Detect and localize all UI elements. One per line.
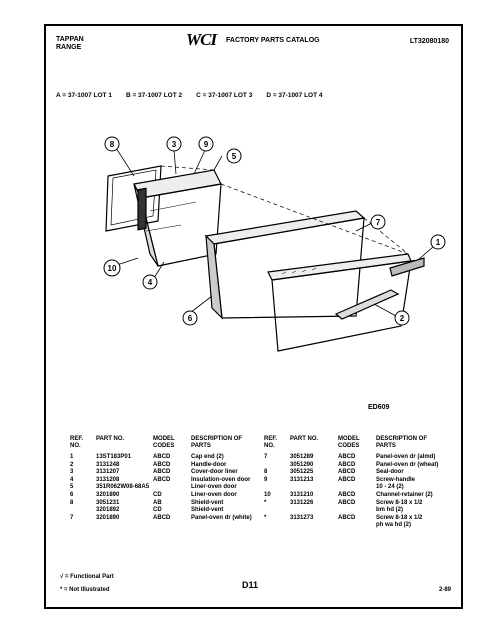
part-no-header: PART NO. [96,436,125,442]
ref-no-cell [262,507,288,515]
description-cell: Screw 8-18 x 1/2 [376,514,423,521]
description-cell: bm hd (2) [376,507,403,514]
ref-no-header: REF. NO. [264,436,278,449]
model-codes-cell [151,484,189,492]
catalog-number: LT32080180 [409,38,449,45]
page-number: D11 [242,580,259,590]
callout-7 [371,215,385,229]
model-codes-cell [336,522,374,530]
table-header-row [68,436,259,454]
description-cell: Insulation-oven door [191,476,251,483]
table-row [68,515,259,523]
ref-no-header: REF. NO. [70,436,84,449]
callout-3 [167,137,181,151]
svg-text:2: 2 [399,314,405,323]
part-no-cell: 3051289 [290,454,314,460]
part-no-cell: 3201890 [96,514,120,521]
brand-name: TAPPAN [56,36,84,43]
svg-text:6: 6 [187,314,193,323]
model-codes-cell: ABCD [338,461,356,468]
part-no-cell: 3131210 [290,491,314,498]
model-codes-cell: CD [153,491,162,498]
table-row [68,454,259,462]
not-illustrated-note: * = Not Illustrated [60,587,110,593]
description-cell: 10 - 24 (2) [376,484,404,491]
description-cell: Panel-oven dr (wheat) [376,461,439,468]
callout-4 [143,275,157,289]
description-cell: Seal-door [376,469,404,476]
part-no-cell: 3051290 [290,461,314,468]
ref-no-cell: 7 [70,514,74,521]
ref-no-cell: * [264,514,267,521]
table-row [68,507,259,515]
description-cell: Shield-vent [191,499,224,506]
model-codes-cell: ABCD [153,514,171,521]
table-row [262,507,444,515]
table-row [262,492,444,500]
ref-no-cell: 7 [264,454,268,460]
table-header-row [262,436,444,454]
part-no-cell: 3131226 [290,499,314,506]
description-cell: Liner-oven door [191,484,237,491]
ref-no-cell: 3 [70,469,74,476]
part-no-cell: 3131207 [96,469,120,476]
description-cell: Cap end (2) [191,454,224,460]
table-row [68,462,259,470]
part-no-cell: 13ST183P01 [96,454,132,460]
description-header: DESCRIPTION OF PARTS [376,436,428,449]
model-codes-cell: ABCD [153,461,171,468]
model-codes-cell: CD [153,507,162,514]
part-no-cell: 351R062W08-68A5 [96,484,150,491]
door-panel-part [206,211,364,244]
svg-text:8: 8 [109,140,115,149]
table-row [262,500,444,508]
part-no-cell: 3131213 [290,476,314,483]
ref-no-cell: 6 [70,491,74,498]
svg-text:5: 5 [231,152,237,161]
svg-text:10: 10 [107,264,117,273]
model-codes-cell: ABCD [338,491,356,498]
product-type: RANGE [56,44,82,51]
callout-1 [431,235,445,249]
description-cell: Screw-handle [376,476,416,483]
part-no-cell: 3201890 [96,491,120,498]
model-codes-cell [336,484,374,492]
svg-text:1: 1 [435,238,441,247]
description-cell: Panel-oven dr (white) [191,514,252,521]
part-no-cell [288,484,336,492]
model-codes-cell: ABCD [153,476,171,483]
catalog-page [44,24,463,609]
model-codes-cell: ABCD [153,469,171,476]
ref-no-cell [262,484,288,492]
functional-part-note: √ = Functional Part [60,574,114,580]
ref-no-cell: 10 [264,491,271,498]
description-cell: Liner-oven door [191,491,237,498]
table-row [262,484,444,492]
callout-10 [104,260,120,276]
description-cell: Cover-door liner [191,469,238,476]
callout-2 [395,311,409,325]
callout-8 [105,137,119,151]
lot-c: C = 37-1007 LOT 3 [196,92,253,99]
ref-no-cell: * [264,499,267,506]
callout-9 [199,137,213,151]
parts-table-right [262,436,444,530]
door-liner-part [134,170,221,198]
model-codes-cell: ABCD [338,476,356,483]
ref-no-cell: 2 [70,461,74,468]
part-no-cell [288,507,336,515]
description-cell: Panel-oven dr (almd) [376,454,436,460]
model-codes-cell [336,507,374,515]
model-codes-cell: ABCD [338,454,356,460]
lot-d: D = 37-1007 LOT 4 [266,92,323,99]
ref-no-cell: 5 [70,484,74,491]
table-row [262,469,444,477]
model-codes-cell: ABCD [338,499,356,506]
page-code: 2-89 [438,587,451,593]
table-row [262,454,444,462]
wci-logo: WCI [186,30,217,49]
callout-5 [227,149,241,163]
part-no-cell: 3131208 [96,476,120,483]
svg-text:4: 4 [147,278,153,287]
model-codes-cell: ABCD [338,469,356,476]
table-row [68,500,259,508]
callout-6 [183,311,197,325]
svg-text:3: 3 [171,140,177,149]
table-row [262,477,444,485]
ref-no-cell: 4 [70,476,74,483]
table-row [68,477,259,485]
part-no-cell: 3051231 [96,499,120,506]
catalog-title: FACTORY PARTS CATALOG [226,37,320,44]
handle-part [336,290,398,319]
model-codes-header: MODEL CODES [153,436,175,449]
ref-no-cell: 8 [264,469,268,476]
parts-table-left [68,436,259,522]
description-header: DESCRIPTION OF PARTS [191,436,243,449]
outer-panel-part [268,254,411,280]
svg-text:7: 7 [375,218,381,227]
description-cell: Screw 8-18 x 1/2 [376,499,423,506]
part-no-header: PART NO. [290,436,319,442]
svg-text:9: 9 [203,140,209,149]
part-no-cell: 3051225 [290,469,314,476]
description-cell: ph wa hd (2) [376,522,411,529]
exploded-door-diagram [46,26,461,426]
ref-no-cell [262,462,288,470]
part-no-cell [288,522,336,530]
part-no-cell: 3131273 [290,514,314,521]
ref-no-cell: 1 [70,454,74,460]
table-row [68,484,259,492]
model-codes-cell: ABCD [153,454,171,460]
part-no-cell: 3131248 [96,461,120,468]
table-row [262,515,444,523]
part-no-cell: 3201892 [96,507,120,514]
ref-no-cell [262,522,288,530]
table-row [262,462,444,470]
ref-no-cell [68,507,94,515]
lot-a: A = 37-1007 LOT 1 [56,92,112,99]
model-codes-cell: AB [153,499,162,506]
lot-b: B = 37-1007 LOT 2 [125,92,183,99]
ref-no-cell: 8 [70,499,74,506]
description-cell: Channel-retainer (2) [376,491,433,498]
ref-no-cell: 9 [264,476,268,483]
model-codes-header: MODEL CODES [338,436,360,449]
model-codes-cell: ABCD [338,514,356,521]
description-cell: Handle-door [191,461,227,468]
table-row [262,522,444,530]
diagram-code: ED609 [368,404,390,411]
table-row [68,469,259,477]
table-row [68,492,259,500]
description-cell: Shield-vent [191,507,224,514]
